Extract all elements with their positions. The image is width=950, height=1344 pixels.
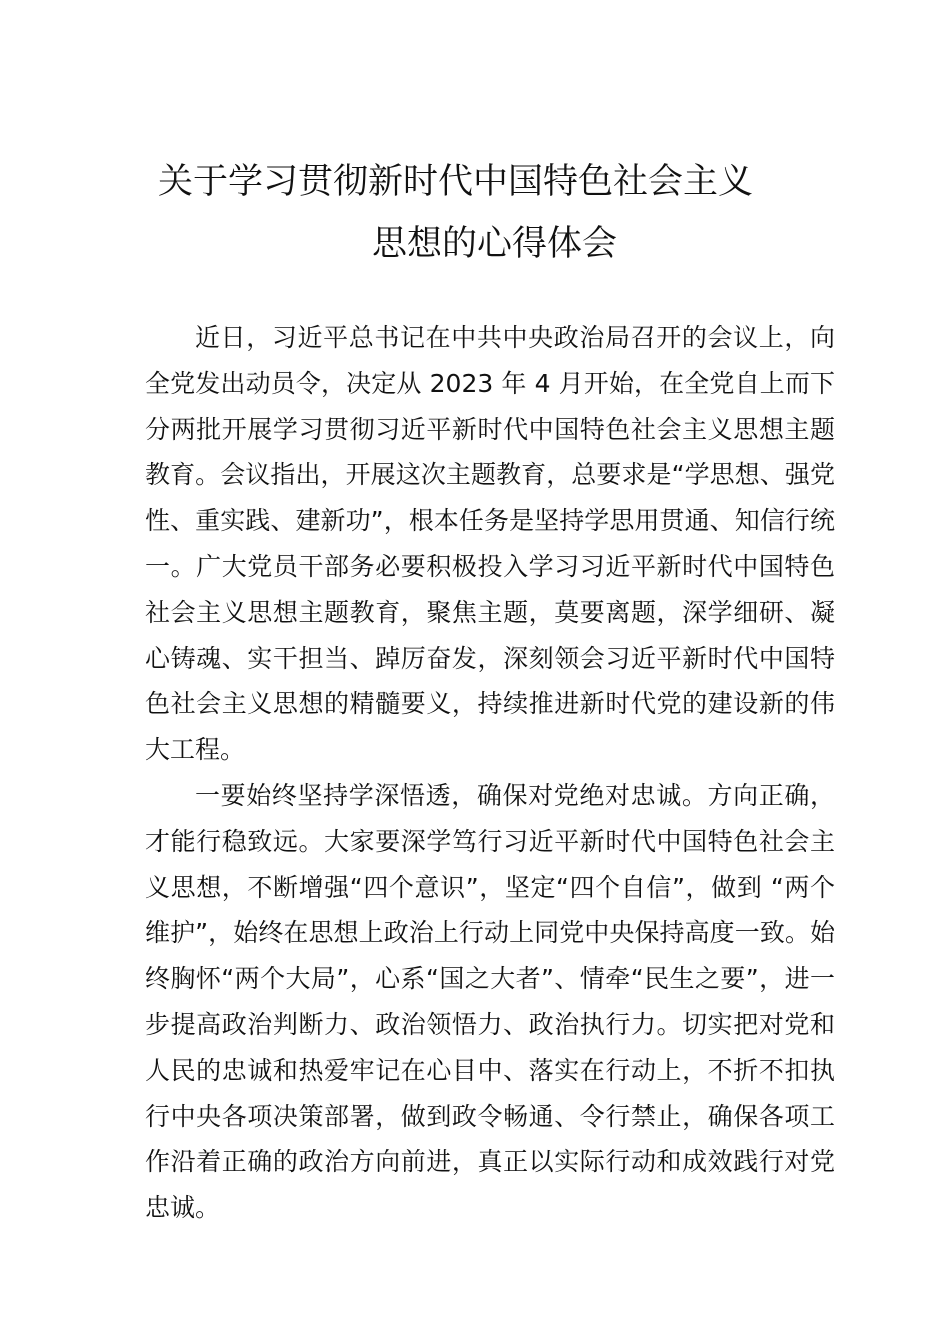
document-body [145, 315, 835, 1231]
document-title-line1: 关于学习贯彻新时代中国特色社会主义 [158, 162, 754, 202]
paragraph-point-one: 一要始终坚持学深悟透，确保对党绝对忠诚。方向正确，才能行稳致远。大家要深学笃行习近平新时代中国特色社会主义思想，不断增强“四个意识”，坚定“四个自信”，做到 “两个维护”，始终在思想上政治上行动上同党中央保持高度一致。始终胸怀“两个大局”，心系“国之大者”、情牵“民生之要”，进一步提高政治判断力、政治领悟力、政治执行力。切实把对党和人民的忠诚和热爱牢记在心目中、落实在行动上，不折不扣执行中央各项决策部署，做到政令畅通、令行禁止，确保各项工作沿着正确的政治方向前进，真正以实际行动和成效践行对党忠诚。 [145, 780, 835, 1223]
document-title-line2: 思想的心得体会 [372, 224, 618, 264]
paragraph-intro: 近日，习近平总书记在中共中央政治局召开的会议上，向全党发出动员令，决定从 2023 年 4 月开始，在全党自上而下分两批开展学习贯彻习近平新时代中国特色社会主义思想主题教育。会议指出，开展这次主题教育，总要求是“学思想、强党性、重实践、建新功”，根本任务是坚持学思用贯通、知信行统一。广大党员干部务必要积极投入学习习近平新时代中国特色社会主义思想主题教育，聚焦主题，莫要离题，深学细研、凝心铸魂、实干担当、踔厉奋发，深刻领会习近平新时代中国特色社会主义思想的精髓要义，持续推进新时代党的建设新的伟大工程。 [145, 323, 835, 765]
